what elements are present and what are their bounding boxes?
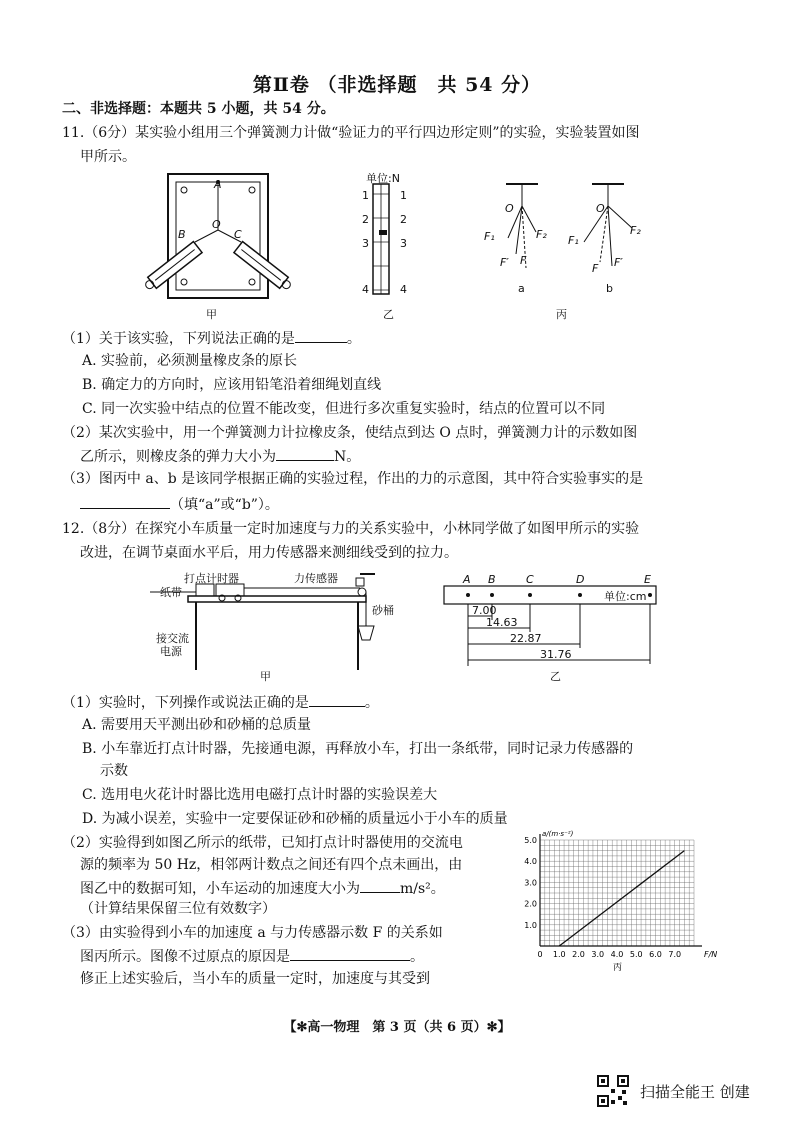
q12-p2d: （计算结果保留三位有效数字）	[80, 901, 276, 917]
bing-label-b: b	[606, 282, 613, 295]
y-tick-label: 4.0	[524, 857, 537, 867]
q12-p2b: 源的频率为 50 Hz，相邻两计数点之间还有四个点未画出，由	[80, 857, 463, 873]
x-tick-label: 2.0	[572, 950, 585, 959]
q11-p2b: 乙所示，则橡皮条的弹力大小为 N。	[80, 446, 360, 466]
q12-p3c: 修正上述实验后，当小车的质量一定时，加速度与其受到	[80, 971, 430, 987]
tape-point-C: C	[526, 573, 534, 586]
label-C: C	[234, 228, 242, 241]
q12-optB2: 示数	[100, 763, 128, 779]
bing-F2-b: F₂	[630, 224, 641, 237]
chart-title: 丙	[613, 963, 623, 973]
tape-point-E: E	[644, 573, 651, 586]
yi-tick-3r: 3	[400, 237, 407, 250]
y-tick-label: 2.0	[524, 899, 537, 909]
label-A: A	[214, 178, 222, 191]
x-tick-label: 0	[537, 950, 543, 959]
x-tick-label: 6.0	[649, 950, 662, 959]
bing-F1-b: F₁	[568, 234, 579, 247]
label-bucket: 砂桶	[372, 604, 394, 617]
bing-O-b: O	[596, 202, 605, 215]
q12-p1: （1）实验时，下列操作或说法正确的是 。	[62, 692, 379, 712]
yi-unit: 单位:N	[366, 172, 400, 185]
q12-p2c: 图乙中的数据可知，小车运动的加速度大小为 m/s²。	[80, 878, 445, 898]
tape-point-B: B	[488, 573, 496, 586]
tape-unit: 单位:cm	[604, 590, 647, 603]
q11-stem-line1: 11.（6分）某实验小组用三个弹簧测力计做“验证力的平行四边形定则”的实验，实验装置如图	[62, 125, 640, 141]
q12-optC: C. 选用电火花计时器比选用电磁打点计时器的实验误差大	[82, 787, 438, 803]
bing-Fp-a: F′	[500, 256, 509, 269]
q12-optB1: B. 小车靠近打点计时器，先接通电源，再释放小车，打出一条纸带，同时记录力传感器的	[82, 741, 634, 757]
yi-tick-2r: 2	[400, 213, 407, 226]
x-tick-label: 7.0	[668, 950, 682, 959]
section-heading: 二、非选择题：本题共 5 小题，共 54 分。	[62, 101, 335, 117]
scanner-watermark: 扫描全能王 创建	[640, 1083, 750, 1101]
q11-p1: （1）关于该实验，下列说法正确的是 。	[62, 328, 361, 348]
q12-stem-line1: 12.（8分）在探究小车质量一定时加速度与力的关系实验中，小林同学做了如图甲所示的实验	[62, 521, 640, 537]
tape-d1: 7.00	[472, 604, 497, 617]
q12-p2a: （2）实验得到如图乙所示的纸带，已知打点计时器使用的交流电	[62, 835, 463, 851]
label-tape: 纸带	[160, 586, 182, 599]
yi-tick-3: 3	[362, 237, 369, 250]
tape-d3: 22.87	[510, 632, 542, 645]
caption-12-jia: 甲	[260, 670, 271, 683]
caption-jia: 甲	[206, 308, 217, 321]
q12-stem-line2: 改进，在调节桌面水平后，用力传感器来测细线受到的拉力。	[80, 545, 458, 561]
x-tick-label: 4.0	[610, 950, 624, 959]
x-tick-label: 1.0	[552, 950, 566, 959]
yi-tick-4: 4	[362, 283, 369, 296]
yi-tick-1: 1	[362, 189, 369, 202]
page-title: 第Ⅱ卷 （非选择题 共 54 分）	[252, 74, 542, 96]
y-tick-label: 1.0	[524, 920, 537, 930]
q11-p3b: （填“a”或“b”）。	[80, 494, 279, 514]
q11-optC: C. 同一次实验中结点的位置不能改变，但进行多次重复实验时，结点的位置可以不同	[82, 401, 606, 417]
bing-F-a: F	[520, 254, 527, 267]
bing-O-a: O	[505, 202, 514, 215]
caption-yi: 乙	[383, 308, 394, 321]
q12-optD: D. 为减小误差，实验中一定要保证砂和砂桶的质量远小于小车的质量	[82, 811, 508, 827]
y-tick-label: 5.0	[524, 836, 537, 845]
y-axis-label: a/(m·s⁻²)	[542, 830, 574, 838]
q12-figure-jia	[150, 570, 390, 680]
label-power-2: 电源	[160, 645, 182, 658]
q11-stem-line2: 甲所示。	[80, 149, 136, 165]
x-axis-label: F/N	[704, 950, 718, 959]
label-timer: 打点计时器	[184, 572, 239, 585]
q11-p2a: （2）某次实验中，用一个弹簧测力计拉橡皮条，使结点到达 O 点时，弹簧测力计的示数如图	[62, 425, 638, 441]
caption-bing: 丙	[556, 308, 567, 321]
page-footer: 【✻高一物理 第 3 页（共 6 页）✻】	[283, 1020, 511, 1035]
bing-F2-a: F₂	[536, 228, 547, 241]
q12-chart-bing	[520, 826, 720, 976]
yi-tick-4r: 4	[400, 283, 407, 296]
tape-point-D: D	[576, 573, 585, 586]
q12-p3a: （3）由实验得到小车的加速度 a 与力传感器示数 F 的关系如	[62, 925, 443, 941]
yi-tick-1r: 1	[400, 189, 407, 202]
bing-Fp-b: F′	[614, 256, 623, 269]
yi-tick-2: 2	[362, 213, 369, 226]
q11-optB: B. 确定力的方向时，应该用铅笔沿着细绳划直线	[82, 377, 382, 393]
q11-optA: A. 实验前，必须测量橡皮条的原长	[82, 353, 298, 369]
label-B: B	[178, 228, 186, 241]
tape-d2: 14.63	[486, 616, 518, 629]
tape-d4: 31.76	[540, 648, 572, 661]
bing-label-a: a	[518, 282, 525, 295]
qr-code-icon	[596, 1074, 630, 1108]
q12-p3b: 图丙所示。图像不过原点的原因是 。	[80, 946, 424, 966]
q11-figure-jia	[140, 170, 300, 320]
x-tick-label: 5.0	[629, 950, 643, 959]
y-tick-label: 3.0	[524, 878, 537, 888]
label-sensor: 力传感器	[294, 572, 338, 585]
bing-F1-a: F₁	[484, 230, 495, 243]
bing-F-b: F	[592, 262, 599, 275]
q11-p3a: （3）图丙中 a、b 是该同学根据正确的实验过程，作出的力的示意图，其中符合实验事实的是	[62, 471, 644, 487]
q12-optA: A. 需要用天平测出砂和砂桶的总质量	[82, 717, 312, 733]
label-power-1: 接交流	[156, 632, 189, 645]
x-tick-label: 3.0	[591, 950, 605, 959]
tape-point-A: A	[463, 573, 471, 586]
label-O: O	[212, 218, 221, 231]
caption-12-yi: 乙	[550, 670, 561, 683]
